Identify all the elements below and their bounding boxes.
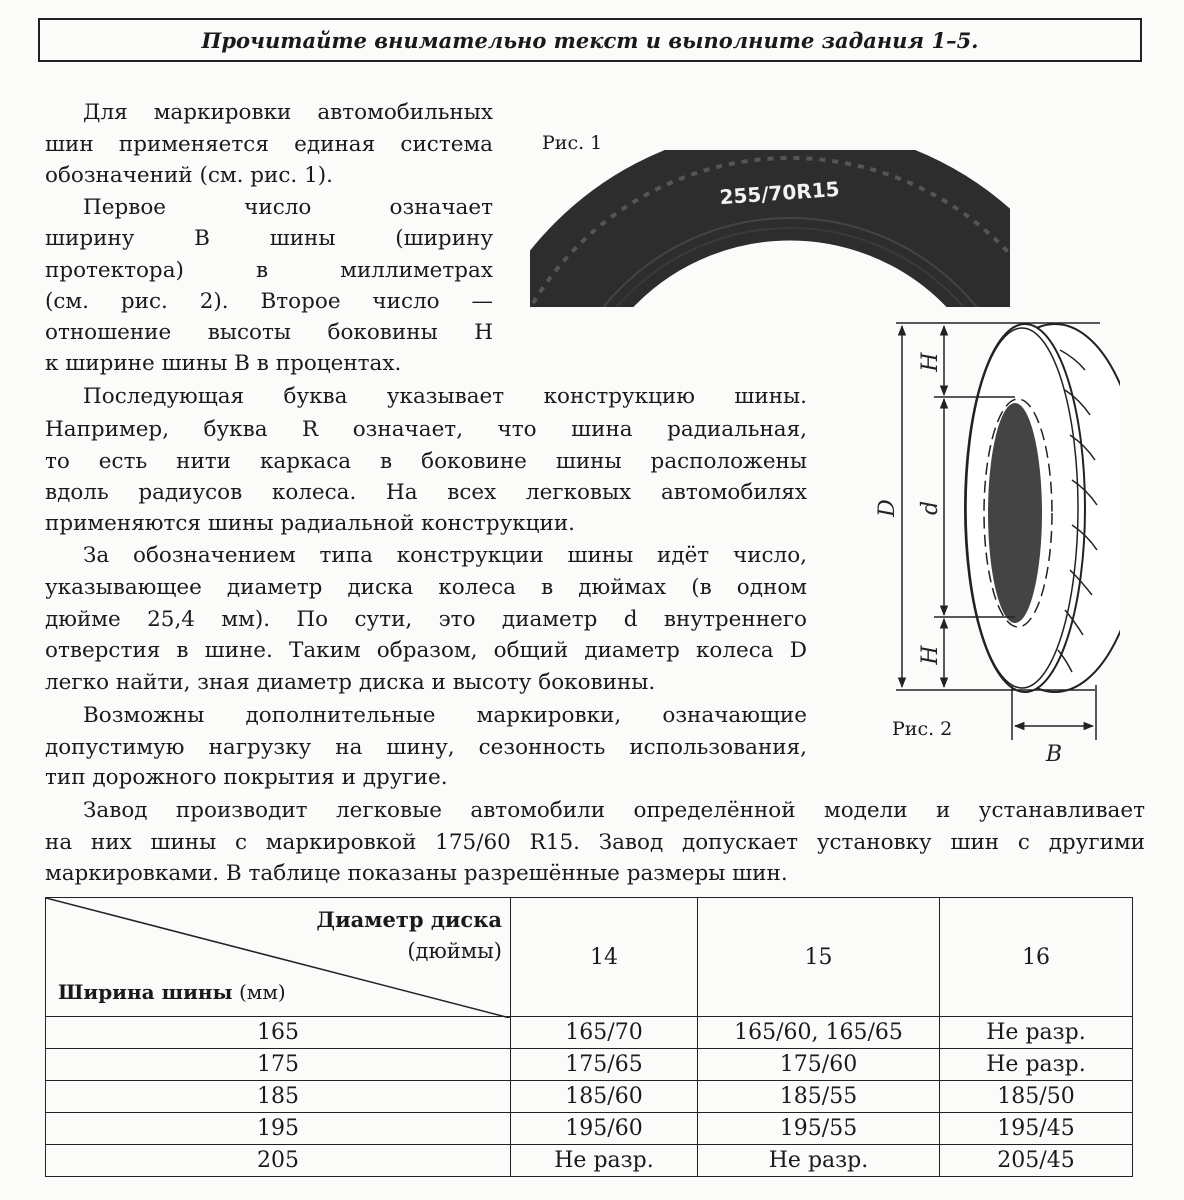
text-line: Первое число означает <box>83 195 493 220</box>
text-line: Например, буква R означает, что шина радиальная, <box>45 417 807 442</box>
table-cell: 175/65 <box>511 1049 698 1081</box>
table-cell: 185/55 <box>698 1081 940 1113</box>
text-line: Последующая буква указывает конструкцию шины. <box>83 384 807 409</box>
text-line: к ширине шины B в процентах. <box>45 351 402 376</box>
text-line: указывающее диаметр диска колеса в дюймах (в одном <box>45 575 807 600</box>
instruction-header: Прочитайте внимательно текст и выполните задания 1–5. <box>38 18 1142 62</box>
text-line: на них шины с маркировкой 175/60 R15. Завод допускает установку шин с другими <box>45 830 1145 855</box>
table-cell: 185/50 <box>940 1081 1133 1113</box>
table-cell: 165/60, 165/65 <box>698 1017 940 1049</box>
text-line: вдоль радиусов колеса. На всех легковых автомобилях <box>45 480 807 505</box>
text-line: дюйме 25,4 мм). По сути, это диаметр d внутреннего <box>45 607 807 632</box>
text-line: ширину B шины (ширину <box>45 226 493 251</box>
figure-2-caption: Рис. 2 <box>892 718 953 740</box>
text-line: обозначений (см. рис. 1). <box>45 163 333 188</box>
figure-1-caption: Рис. 1 <box>542 132 603 154</box>
row-width: 185 <box>46 1081 511 1113</box>
table-row <box>46 1113 1133 1145</box>
text-line: применяются шины радиальной конструкции. <box>45 511 575 536</box>
text-line: протектора) в миллиметрах <box>45 258 493 283</box>
table-cell: 175/60 <box>698 1049 940 1081</box>
table-corner-cell <box>46 898 511 1017</box>
text-line: то есть нити каркаса в боковине шины расположены <box>45 449 807 474</box>
row-width: 175 <box>46 1049 511 1081</box>
column-header: 14 <box>511 898 698 1017</box>
text-line: шин применяется единая система <box>45 132 493 157</box>
row-width: 195 <box>46 1113 511 1145</box>
label-B: B <box>1045 742 1063 767</box>
table-row <box>46 1145 1133 1177</box>
tire-marking: 255/70R15 <box>718 176 841 210</box>
table-cell: 205/45 <box>940 1145 1133 1177</box>
text-line: Для маркировки автомобильных <box>83 100 493 125</box>
table-cell: 195/45 <box>940 1113 1133 1145</box>
table-row <box>46 1081 1133 1113</box>
column-header: 16 <box>940 898 1133 1017</box>
text-line: (см. рис. 2). Второе число — <box>45 289 493 314</box>
text-line: маркировками. В таблице показаны разрешённые размеры шин. <box>45 861 788 886</box>
column-header: 15 <box>698 898 940 1017</box>
table-row <box>46 1017 1133 1049</box>
disk-diameter-heading: Диаметр диска (дюймы) <box>316 907 502 963</box>
text-line: легко найти, зная диаметр диска и высоту боковины. <box>45 670 656 695</box>
text-line: допустимую нагрузку на шину, сезонность использования, <box>45 735 807 760</box>
figure-2-tire-diagram <box>860 310 1120 770</box>
text-line: Завод производит легковые автомобили определённой модели и устанавливает <box>83 798 1145 823</box>
label-H-bottom: H <box>918 645 943 665</box>
table-cell: Не разр. <box>940 1017 1133 1049</box>
table-row <box>46 1049 1133 1081</box>
table-header-row <box>46 898 1133 1017</box>
table-cell: 165/70 <box>511 1017 698 1049</box>
text-line: отверстия в шине. Таким образом, общий диаметр колеса D <box>45 638 807 663</box>
table-cell: Не разр. <box>511 1145 698 1177</box>
label-d: d <box>918 500 943 516</box>
label-H-top: H <box>918 352 943 372</box>
text-line: отношение высоты боковины H <box>45 320 493 345</box>
table-cell: 185/60 <box>511 1081 698 1113</box>
text-line: тип дорожного покрытия и другие. <box>45 765 448 790</box>
row-width: 165 <box>46 1017 511 1049</box>
tire-width-heading: Ширина шины (мм) <box>58 980 286 1004</box>
text-line: Возможны дополнительные маркировки, означающие <box>83 703 807 728</box>
table-cell: Не разр. <box>940 1049 1133 1081</box>
figure-1-tire-arc <box>530 150 1010 320</box>
allowed-tire-sizes-table <box>45 897 1133 1177</box>
table-cell: Не разр. <box>698 1145 940 1177</box>
table-cell: 195/60 <box>511 1113 698 1145</box>
label-D: D <box>875 499 900 517</box>
table-cell: 195/55 <box>698 1113 940 1145</box>
text-line: За обозначением типа конструкции шины идёт число, <box>83 543 807 568</box>
row-width: 205 <box>46 1145 511 1177</box>
